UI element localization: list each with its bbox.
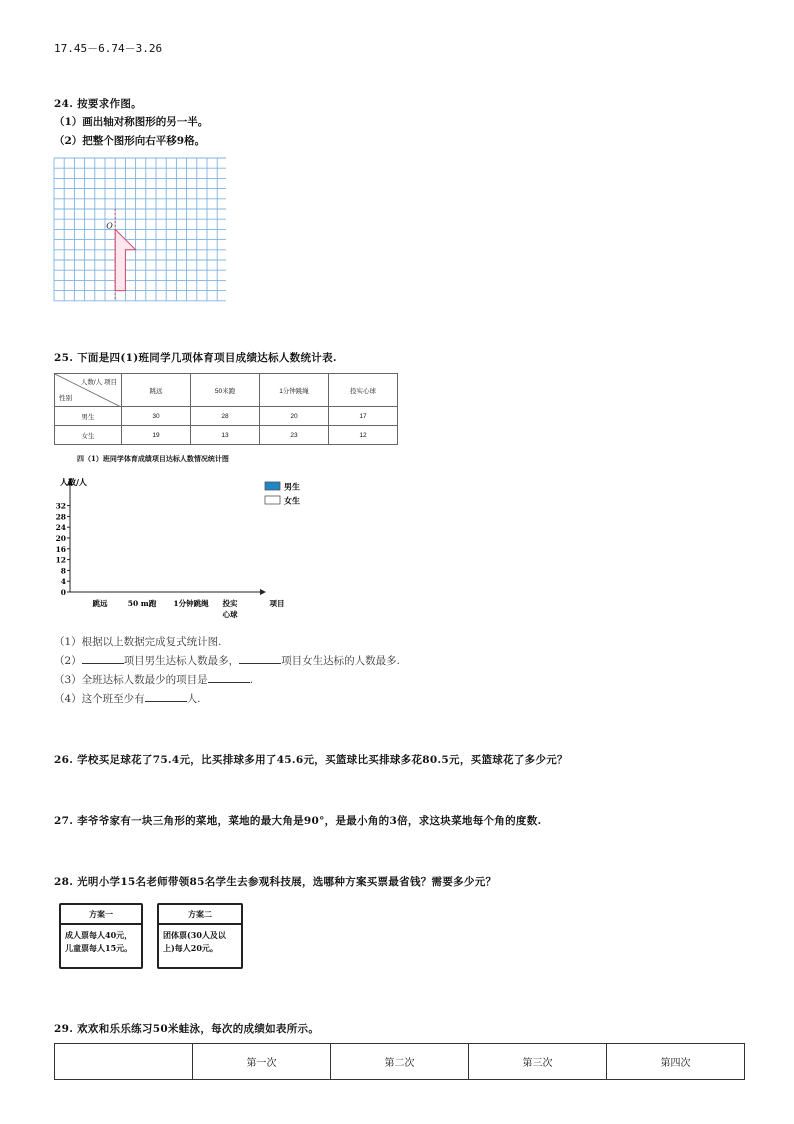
x-axis-arrow — [260, 589, 266, 595]
q25-item-2 — [54, 653, 400, 668]
x-tick-label: 跳远 — [92, 599, 108, 608]
stat-table-wrap — [54, 373, 398, 445]
column-header: 投实心球 — [329, 374, 398, 407]
legend-label: 男生 — [284, 481, 300, 492]
plan-one-card — [59, 903, 143, 969]
row-label: 女生 — [55, 426, 122, 445]
column-header: 50米跑 — [191, 374, 260, 407]
table-cell: 12 — [329, 426, 398, 445]
bar-chart — [50, 470, 320, 625]
table-cell: 13 — [191, 426, 260, 445]
diagonal-header-cell — [55, 374, 122, 407]
y-tick-label: 12 — [55, 555, 66, 565]
answer-blank[interactable] — [208, 672, 250, 683]
q25-item-1: （1）根据以上数据完成复式统计图. — [54, 636, 222, 648]
q24-item-1: （1）画出轴对称图形的另一半。 — [54, 116, 209, 128]
answer-blank[interactable] — [82, 653, 124, 664]
swim-table — [54, 1043, 745, 1080]
swim-header-blank — [55, 1044, 193, 1080]
y-tick-label: 24 — [55, 523, 66, 533]
column-header: 1分钟跳绳 — [260, 374, 329, 407]
row-label: 男生 — [55, 407, 122, 426]
grid-figure — [52, 156, 226, 306]
q24-item-2: （2）把整个图形向右平移9格。 — [54, 135, 206, 147]
stat-table — [54, 373, 398, 445]
y-tick-label: 28 — [55, 512, 66, 522]
plan-two-head: 方案二 — [159, 905, 241, 925]
swim-column-header: 第三次 — [469, 1044, 607, 1080]
plan-one-line: 成人票每人40元， — [65, 930, 133, 940]
q29-title: 29. 欢欢和乐乐练习50米蛙泳，每次的成绩如表所示。 — [54, 1023, 320, 1035]
legend-swatch — [265, 496, 280, 504]
table-cell: 28 — [191, 407, 260, 426]
y-axis-label: 人数/人 — [60, 477, 87, 487]
swim-column-header: 第二次 — [331, 1044, 469, 1080]
table-cell: 20 — [260, 407, 329, 426]
y-tick-label: 0 — [60, 588, 66, 597]
q25-item-3-text: （3）全班达标人数最少的项目是 — [54, 674, 208, 686]
legend-label: 女生 — [284, 495, 300, 506]
y-tick-label: 8 — [60, 566, 66, 576]
plan-one-head: 方案一 — [61, 905, 141, 925]
period: . — [249, 674, 254, 686]
y-tick-label: 16 — [55, 544, 66, 554]
q25-item-3 — [54, 672, 253, 687]
table-cell: 23 — [260, 426, 329, 445]
plan-two-line: 团体票(30人及以 — [163, 930, 226, 940]
q28-title: 28. 光明小学15名老师带领85名学生去参观科技展，选哪种方案买票最省钱？需要多少元？ — [54, 876, 497, 888]
legend-swatch — [265, 482, 280, 490]
math-expression: 17.45－6.74－3.26 — [54, 42, 163, 55]
point-o-label: O — [106, 221, 113, 231]
q25-item-2-prefix: （2） — [54, 655, 82, 667]
q25-title: 25. 下面是四(1)班同学几项体育项目成绩达标人数统计表. — [54, 352, 337, 364]
plan-two-line: 上)每人20元。 — [163, 943, 218, 953]
q25-item-4 — [54, 691, 201, 706]
q25-item-2-mid: 项目男生达标人数最多， — [123, 655, 240, 667]
y-tick-label: 32 — [55, 501, 66, 511]
q25-item-2-end: 项目女生达标的人数最多. — [281, 655, 401, 667]
x-tick-label: 1分钟跳绳 — [173, 599, 209, 608]
q26-text: 26. 学校买足球花了75.4元，比买排球多用了45.6元，买篮球比买排球多花80.5元，买篮球花了多少元？ — [54, 754, 568, 766]
x-tick-label: 50 m跑 — [127, 599, 157, 608]
table-cell: 19 — [122, 426, 191, 445]
q25-item-4-text: （4）这个班至少有 — [54, 693, 145, 705]
swim-column-header: 第四次 — [607, 1044, 745, 1080]
q24-title: 24. 按要求作图。 — [54, 98, 142, 110]
q27-text: 27. 李爷爷家有一块三角形的菜地，菜地的最大角是90°，是最小角的3倍，求这块菜地每个角的度数. — [54, 815, 542, 827]
y-tick-label: 4 — [60, 577, 66, 587]
x-tick-label: 投实 — [222, 599, 238, 608]
plan-two-body — [159, 925, 241, 959]
header-top-label: 人数/人 项目 — [80, 379, 117, 386]
swim-column-header: 第一次 — [193, 1044, 331, 1080]
q25-item-4-end: 人. — [186, 693, 201, 705]
plan-two-card — [157, 903, 243, 969]
answer-blank[interactable] — [239, 653, 281, 664]
y-tick-label: 20 — [55, 534, 66, 543]
column-header: 跳远 — [122, 374, 191, 407]
swim-table-wrap — [54, 1043, 745, 1080]
x-axis-label: 项目 — [269, 599, 285, 608]
header-bottom-label: 性别 — [59, 395, 72, 402]
plan-one-body — [61, 925, 141, 959]
table-cell: 30 — [122, 407, 191, 426]
x-tick-label: 心球 — [222, 610, 238, 619]
answer-blank[interactable] — [145, 691, 187, 702]
table-cell: 17 — [329, 407, 398, 426]
chart-title: 四（1）班同学体育成绩项目达标人数情况统计图 — [77, 454, 229, 463]
plan-one-line: 儿童票每人15元。 — [65, 943, 133, 953]
